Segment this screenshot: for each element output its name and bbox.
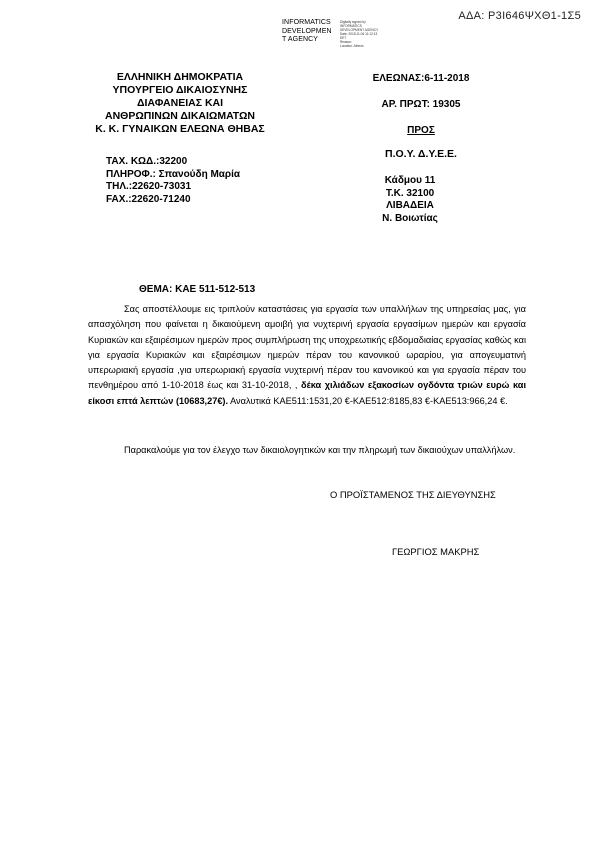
stamp-detail-line: DEVELOPMENT AGENCY bbox=[340, 28, 379, 32]
subject-line: ΘΕΜΑ: ΚΑΕ 511-512-513 bbox=[139, 284, 256, 295]
body-paragraph-1 bbox=[88, 302, 526, 409]
issuer-block bbox=[80, 71, 280, 136]
address-line: ΛΙΒΑΔΕΙΑ bbox=[386, 200, 434, 211]
issuer-line: ΔΙΑΦΑΝΕΙΑΣ ΚΑΙ bbox=[136, 97, 224, 109]
recipient-address bbox=[368, 175, 452, 225]
body-paragraph-2: Παρακαλούμε για τον έλεγχο των δικαιολογητικών και την πληρωμή των δικαιούχων υπαλλήλων. bbox=[124, 445, 516, 455]
stamp-detail-line: Location: Athens bbox=[340, 44, 364, 48]
issuer-line: ΑΝΘΡΩΠΙΝΩΝ ΔΙΚΑΙΩΜΑΤΩΝ bbox=[104, 110, 255, 122]
ada-code: ΑΔΑ: Ρ3Ι646ΨΧΘ1-1Σ5 bbox=[458, 10, 581, 22]
issuer-line: ΥΠΟΥΡΓΕΙΟ ΔΙΚΑΙΟΣΥΝΗΣ bbox=[112, 84, 248, 96]
issuer-line: ΕΛΛΗΝΙΚΗ ΔΗΜΟΚΡΑΤΙΑ bbox=[116, 71, 244, 83]
digital-signature-stamp bbox=[282, 19, 392, 49]
stamp-line: INFORMATICS bbox=[282, 19, 331, 26]
contact-person: ΠΛΗΡΟΦ.: Σπανούδη Μαρία bbox=[106, 168, 241, 180]
stamp-line: DEVELOPMEN bbox=[282, 27, 332, 35]
stamp-detail-line: INFORMATICS bbox=[340, 24, 362, 28]
protocol-number: ΑΡ. ΠΡΩΤ: 19305 bbox=[381, 99, 461, 110]
stamp-agency-name bbox=[282, 19, 332, 45]
phone-number: ΤΗΛ.:22620-73031 bbox=[106, 181, 192, 193]
recipient-label: ΠΡΟΣ bbox=[407, 125, 435, 136]
fax-number: FAX.:22620-71240 bbox=[106, 193, 191, 205]
address-line: Κάδμου 11 bbox=[384, 175, 436, 186]
body-amount-words: δέκα χιλιάδων εξακοσίων ογδόντα τριών ευρώ και είκοσι επτά λεπτών (10683,27€). bbox=[88, 380, 526, 406]
recipient-name: Π.Ο.Υ. Δ.Υ.Ε.Ε. bbox=[385, 148, 457, 160]
stamp-detail-line: EET bbox=[340, 36, 347, 40]
address-line: Τ.Κ. 32100 bbox=[385, 187, 435, 199]
body-breakdown: Αναλυτικά ΚΑΕ511:1531,20 €-ΚΑΕ512:8185,83 €-ΚΑΕ513:966,24 €. bbox=[228, 395, 508, 406]
signer-title: Ο ΠΡΟΪΣΤΑΜΕΝΟΣ ΤΗΣ ΔΙΕΥΘΥΝΣΗΣ bbox=[330, 489, 496, 500]
contact-block bbox=[106, 156, 240, 206]
stamp-line: T AGENCY bbox=[282, 36, 319, 43]
signer-name: ΓΕΩΡΓΙΟΣ ΜΑΚΡΗΣ bbox=[392, 546, 480, 557]
stamp-detail-line: Date: 2018.11.06 11:12:13 bbox=[340, 32, 378, 36]
stamp-detail-line: Reason: bbox=[340, 40, 352, 44]
address-line: Ν. Βοιωτίας bbox=[382, 212, 438, 224]
postal-code: ΤΑΧ. ΚΩΔ.:32200 bbox=[106, 156, 188, 167]
issuer-line: Κ. Κ. ΓΥΝΑΙΚΩΝ ΕΛΕΩΝΑ ΘΗΒΑΣ bbox=[95, 123, 265, 135]
stamp-details bbox=[340, 20, 378, 48]
document-date: ΕΛΕΩΝΑΣ:6-11-2018 bbox=[372, 73, 470, 84]
body-text-main: Σας αποστέλλουμε εις τριπλούν καταστάσεις για εργασία των υπαλλήλων της υπηρεσίας μας, για απασχόληση που φαίνεται η δικαιούμενη αμοιβή για νυχτερινή εργασία εργασίμων ημερών και εργασία Κυριακών και εξαιρέσιμων ημερών προς συμπλήρωση της υποχρεωτικής εβδομαδιαίας εργασίας καθώς και για εργασία Κυριακών και εξαιρέσιμων ημερών πέραν του κανονικού ωραρίου, για απογευματινή υπερωριακή εργασία ,για υπερωριακή εργασία νυχτερινή πέραν του κανονικού και για εργασία πέραν του πενθημέρου από 1-10-2018 έως και 31-10-2018, , bbox=[88, 304, 526, 391]
stamp-detail-line: Digitally signed by bbox=[340, 20, 366, 24]
